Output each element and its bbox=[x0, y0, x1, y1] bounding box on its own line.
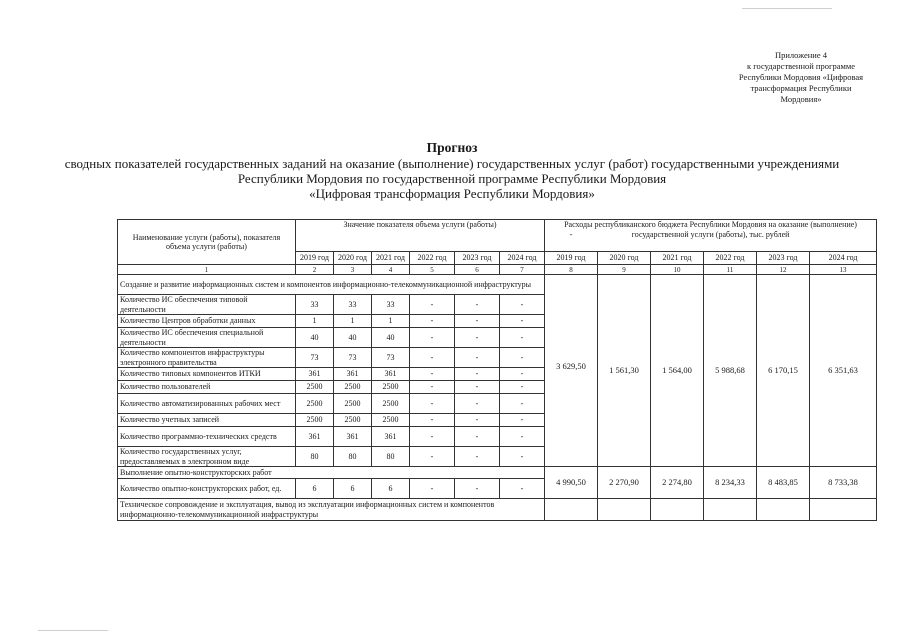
indicator-value: 1 bbox=[296, 315, 334, 328]
section-title-row bbox=[118, 499, 877, 521]
indicator-value: 6 bbox=[334, 479, 372, 499]
indicator-name: Количество Центров обработки данных bbox=[118, 315, 296, 328]
indicator-value: 33 bbox=[372, 295, 410, 315]
indicator-value: - bbox=[455, 368, 500, 381]
indicator-value: 33 bbox=[296, 295, 334, 315]
indicator-value: - bbox=[455, 427, 500, 447]
indicator-value: - bbox=[455, 295, 500, 315]
indicator-value: 361 bbox=[334, 368, 372, 381]
expense-value: 6 170,15 bbox=[757, 275, 810, 467]
indicator-value: 2500 bbox=[296, 414, 334, 427]
indicator-value: 73 bbox=[296, 348, 334, 368]
indicator-name: Количество типовых компонентов ИТКИ bbox=[118, 368, 296, 381]
indicator-value: 361 bbox=[334, 427, 372, 447]
indicator-value: 73 bbox=[334, 348, 372, 368]
indicator-value: - bbox=[500, 479, 545, 499]
indicator-value: 2500 bbox=[334, 381, 372, 394]
indicator-value: 6 bbox=[372, 479, 410, 499]
header-year: 2020 год bbox=[334, 252, 372, 265]
empty-cell bbox=[757, 499, 810, 521]
empty-cell bbox=[545, 499, 598, 521]
header-name-cell: Наименование услуги (работы), показателя объема услуги (работы) bbox=[118, 220, 296, 265]
indicator-name: Количество ИС обеспечения типовой деятельности bbox=[118, 295, 296, 315]
header-year: 2019 год bbox=[545, 252, 598, 265]
indicator-value: - bbox=[500, 414, 545, 427]
column-number: 1 bbox=[118, 265, 296, 275]
indicator-value: 361 bbox=[372, 427, 410, 447]
indicator-name: Количество пользователей bbox=[118, 381, 296, 394]
appendix-line: Мордовия» bbox=[780, 94, 822, 104]
appendix-line: Республики Мордовия «Цифровая bbox=[738, 72, 864, 82]
section-2-body bbox=[118, 467, 877, 499]
indicator-value: - bbox=[455, 447, 500, 467]
column-numbers-row bbox=[118, 265, 877, 275]
header-year: 2021 год bbox=[651, 252, 704, 265]
appendix-line: Приложение 4 bbox=[775, 50, 827, 60]
appendix-note bbox=[716, 50, 886, 105]
column-number: 12 bbox=[757, 265, 810, 275]
appendix-line: к государственной программе bbox=[746, 61, 856, 71]
indicator-value: - bbox=[410, 348, 455, 368]
indicator-value: - bbox=[410, 381, 455, 394]
header-year: 2024 год bbox=[810, 252, 877, 265]
header-year: 2022 год bbox=[704, 252, 757, 265]
document-subtitle-line: сводных показателей государственных заданий на оказание (выполнение) государственных услуг (работ) государственными учреждениями bbox=[64, 156, 840, 171]
header-year: 2019 год bbox=[296, 252, 334, 265]
indicator-value: 2500 bbox=[334, 414, 372, 427]
section-title-row bbox=[118, 275, 877, 295]
indicator-value: - bbox=[410, 394, 455, 414]
empty-cell bbox=[598, 499, 651, 521]
section-title: Техническое сопровождение и эксплуатация, вывод из эксплуатации информационных систем и компонентов информационно-телекоммуникационной инфраструктуры bbox=[118, 499, 545, 521]
expense-value: 5 988,68 bbox=[704, 275, 757, 467]
indicator-value: 40 bbox=[372, 328, 410, 348]
indicator-value: 33 bbox=[334, 295, 372, 315]
indicator-value: 2500 bbox=[372, 381, 410, 394]
header-year: 2021 год bbox=[372, 252, 410, 265]
section-title: Выполнение опытно-конструкторских работ bbox=[118, 467, 545, 479]
indicator-value: - bbox=[500, 368, 545, 381]
expense-value: 2 270,90 bbox=[598, 467, 651, 499]
header-volume-group: Значение показателя объема услуги (работы) bbox=[296, 220, 545, 252]
indicator-value: 2500 bbox=[334, 394, 372, 414]
document-title: Прогноз bbox=[426, 140, 478, 155]
indicator-value: - bbox=[410, 295, 455, 315]
column-number: 11 bbox=[704, 265, 757, 275]
section-title: Создание и развитие информационных систем и компонентов информационно-телекоммуникационной инфраструктуры bbox=[118, 275, 545, 295]
column-number: 4 bbox=[372, 265, 410, 275]
indicator-value: 6 bbox=[296, 479, 334, 499]
indicator-name: Количество опытно-конструкторских работ, ед. bbox=[118, 479, 296, 499]
indicator-value: 361 bbox=[296, 368, 334, 381]
expense-value: 3 629,50 bbox=[556, 360, 586, 371]
header-year: 2023 год bbox=[455, 252, 500, 265]
indicator-value: - bbox=[410, 368, 455, 381]
empty-cell bbox=[810, 499, 877, 521]
indicator-value: - bbox=[500, 427, 545, 447]
indicator-value: 73 bbox=[372, 348, 410, 368]
document-heading bbox=[0, 140, 904, 201]
indicator-name: Количество программно-технических средств bbox=[118, 427, 296, 447]
document-subtitle-line: Республики Мордовия по государственной программе Республики Мордовия bbox=[237, 171, 667, 186]
expense-value: 8 234,33 bbox=[704, 467, 757, 499]
indicator-value: - bbox=[410, 447, 455, 467]
indicator-value: 2500 bbox=[296, 381, 334, 394]
expense-value: 1 564,00 bbox=[651, 275, 704, 467]
indicator-value: 1 bbox=[372, 315, 410, 328]
appendix-line: трансформация Республики bbox=[750, 83, 852, 93]
empty-cell bbox=[704, 499, 757, 521]
indicator-value: - bbox=[455, 348, 500, 368]
column-number: 10 bbox=[651, 265, 704, 275]
expense-value: 8 733,38 bbox=[810, 467, 877, 499]
column-number: 9 bbox=[598, 265, 651, 275]
indicator-name: Количество автоматизированных рабочих мест bbox=[118, 394, 296, 414]
indicator-value: 361 bbox=[296, 427, 334, 447]
indicator-value: - bbox=[500, 295, 545, 315]
indicator-value: - bbox=[500, 348, 545, 368]
header-year: 2023 год bbox=[757, 252, 810, 265]
header-expense-group: Расходы республиканского бюджета Республики Мордовия на оказание (выполнение) государственной услуги (работы), тыс. рублей bbox=[545, 220, 877, 252]
expense-value: 2 274,80 bbox=[651, 467, 704, 499]
section-title-row bbox=[118, 467, 877, 479]
indicator-value: 2500 bbox=[296, 394, 334, 414]
expense-dash: - bbox=[569, 229, 573, 239]
indicator-value: - bbox=[455, 414, 500, 427]
column-number: 2 bbox=[296, 265, 334, 275]
indicator-value: 80 bbox=[334, 447, 372, 467]
indicator-value: - bbox=[500, 328, 545, 348]
indicator-value: 40 bbox=[334, 328, 372, 348]
indicator-value: - bbox=[410, 479, 455, 499]
column-number: 6 bbox=[455, 265, 500, 275]
column-number: 3 bbox=[334, 265, 372, 275]
column-number: 8 bbox=[545, 265, 598, 275]
scan-artifact-line bbox=[38, 630, 108, 631]
indicator-value: 40 bbox=[296, 328, 334, 348]
indicator-name: Количество государственных услуг, предоставляемых в электронном виде bbox=[118, 447, 296, 467]
indicator-value: - bbox=[455, 328, 500, 348]
indicator-name: Количество учетных записей bbox=[118, 414, 296, 427]
header-row bbox=[118, 220, 877, 252]
expense-value: 6 351,63 bbox=[810, 275, 877, 467]
indicator-value: 1 bbox=[334, 315, 372, 328]
header-year: 2022 год bbox=[410, 252, 455, 265]
indicator-value: - bbox=[455, 394, 500, 414]
indicator-value: - bbox=[500, 315, 545, 328]
empty-cell bbox=[651, 499, 704, 521]
indicator-value: - bbox=[410, 427, 455, 447]
indicator-value: - bbox=[410, 328, 455, 348]
indicator-name: Количество компонентов инфраструктуры электронного правительства bbox=[118, 348, 296, 368]
indicator-name: Количество ИС обеспечения специальной деятельности bbox=[118, 328, 296, 348]
indicator-value: - bbox=[455, 315, 500, 328]
indicator-value: 361 bbox=[372, 368, 410, 381]
section-3-body bbox=[118, 499, 877, 521]
indicator-value: 80 bbox=[372, 447, 410, 467]
expense-value: 1 561,30 bbox=[598, 275, 651, 467]
forecast-table bbox=[117, 219, 877, 521]
indicator-value: - bbox=[455, 381, 500, 394]
indicator-value: - bbox=[410, 315, 455, 328]
indicator-value: - bbox=[500, 394, 545, 414]
indicator-value: - bbox=[455, 479, 500, 499]
expense-value: 8 483,85 bbox=[757, 467, 810, 499]
indicator-value: - bbox=[500, 381, 545, 394]
column-number: 5 bbox=[410, 265, 455, 275]
header-year: 2024 год bbox=[500, 252, 545, 265]
column-number: 7 bbox=[500, 265, 545, 275]
document-subtitle-line: «Цифровая трансформация Республики Мордовия» bbox=[309, 186, 595, 201]
header-year: 2020 год bbox=[598, 252, 651, 265]
indicator-value: 80 bbox=[296, 447, 334, 467]
indicator-value: 2500 bbox=[372, 414, 410, 427]
indicator-value: - bbox=[500, 447, 545, 467]
scan-artifact-line bbox=[742, 8, 832, 9]
expense-value: 4 990,50 bbox=[545, 467, 598, 499]
column-number: 13 bbox=[810, 265, 877, 275]
indicator-value: - bbox=[410, 414, 455, 427]
indicator-value: 2500 bbox=[372, 394, 410, 414]
